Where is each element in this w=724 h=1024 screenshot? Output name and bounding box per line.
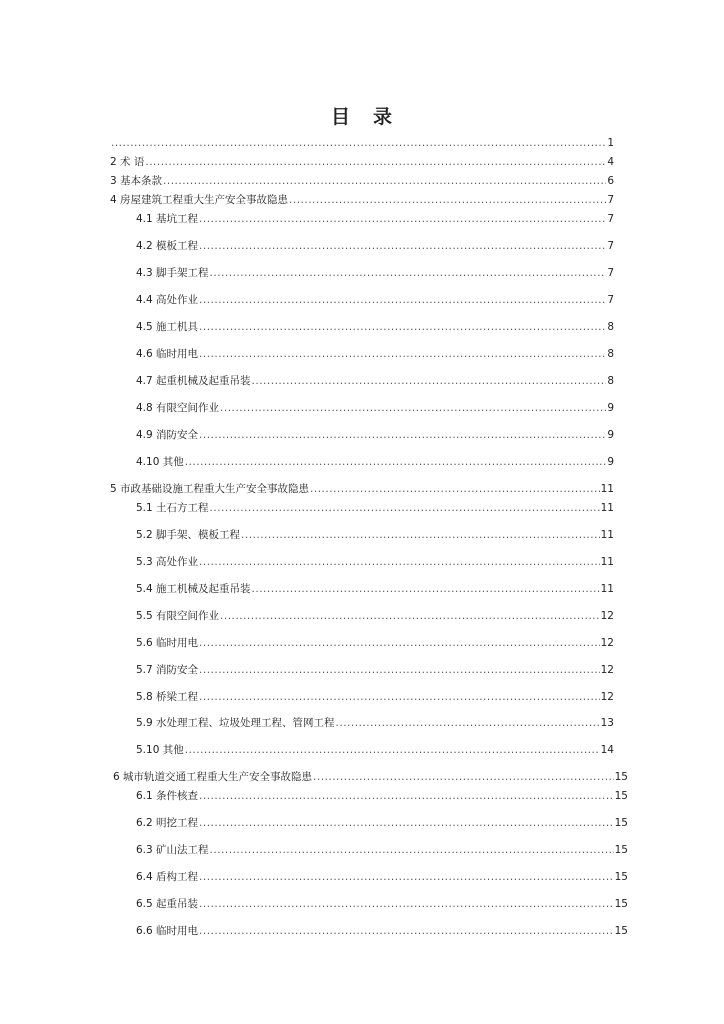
toc-entry-page: 15 — [614, 790, 628, 802]
toc-leader — [199, 212, 606, 226]
toc-leader — [185, 455, 607, 469]
toc-leader — [199, 555, 600, 569]
toc-entry-label: 2 术 语 — [110, 156, 145, 168]
toc-entry[interactable] — [136, 555, 614, 569]
toc-entry-label: 4.6 临时用电 — [136, 348, 199, 360]
toc-entry-page: 15 — [614, 844, 628, 856]
toc-entry[interactable] — [136, 266, 614, 280]
toc-entry-label: 5.10 其他 — [136, 744, 184, 756]
toc-entry[interactable] — [136, 528, 614, 542]
toc-leader — [241, 528, 600, 542]
toc-entry-label: 5.4 施工机械及起重吊装 — [136, 583, 251, 595]
toc-entry-page: 6 — [607, 175, 614, 187]
toc-entry-page: 11 — [600, 583, 614, 595]
toc-leader — [199, 870, 614, 884]
toc-leader — [220, 609, 600, 623]
toc-entry-page: 7 — [607, 267, 614, 279]
toc-leader — [210, 266, 607, 280]
toc-leader — [252, 374, 607, 388]
toc-entry[interactable] — [110, 482, 614, 496]
toc-entry-label: 4.2 模板工程 — [136, 240, 199, 252]
toc-entry-label: 5.3 高处作业 — [136, 556, 199, 568]
toc-entry-page: 11 — [600, 556, 614, 568]
toc-entry-page: 15 — [614, 817, 628, 829]
toc-leader — [210, 501, 600, 515]
toc-entry-page: 7 — [607, 240, 614, 252]
toc-entry-page: 8 — [607, 375, 614, 387]
title-part-2: 录 — [373, 106, 394, 128]
toc-entry[interactable] — [136, 636, 614, 650]
toc-entry-label: 5.7 消防安全 — [136, 664, 199, 676]
toc-entry-page: 7 — [607, 294, 614, 306]
toc-entry[interactable] — [136, 212, 614, 226]
toc-leader — [199, 239, 606, 253]
toc-entry-label: 5.1 土石方工程 — [136, 502, 209, 514]
toc-leader — [199, 293, 606, 307]
toc-entry-page: 14 — [600, 744, 614, 756]
toc-entry[interactable] — [136, 428, 614, 442]
toc-leader — [145, 155, 606, 169]
toc-leader — [199, 897, 614, 911]
toc-entry-page: 11 — [600, 502, 614, 514]
toc-entry[interactable] — [136, 582, 614, 596]
toc-entry-page: 1 — [607, 137, 614, 149]
toc-entry-label: 6.1 条件核查 — [136, 790, 199, 802]
toc-entry[interactable] — [110, 155, 614, 169]
toc-entry[interactable] — [110, 174, 614, 188]
toc-entry-label: 6.5 起重吊装 — [136, 898, 199, 910]
toc-entry-label: 5.9 水处理工程、垃圾处理工程、管网工程 — [136, 717, 335, 729]
toc-leader — [336, 716, 600, 730]
toc-entry-label: 4.5 施工机具 — [136, 321, 199, 333]
toc-entry[interactable] — [136, 870, 628, 884]
toc-entry-page: 9 — [607, 456, 614, 468]
toc-entry-page: 11 — [600, 529, 614, 541]
toc-entry-label: 4.10 其他 — [136, 456, 184, 468]
toc-leader — [220, 401, 606, 415]
toc-entry-page: 12 — [600, 691, 614, 703]
toc-entry[interactable] — [136, 743, 614, 757]
toc-entry-page: 15 — [614, 871, 628, 883]
toc-entry-label: 5 市政基础设施工程重大生产安全事故隐患 — [110, 483, 310, 495]
toc-entry-label: 4.9 消防安全 — [136, 429, 199, 441]
toc-entry-page: 12 — [600, 637, 614, 649]
toc-entry[interactable] — [136, 401, 614, 415]
toc-entry-page: 12 — [600, 610, 614, 622]
toc-entry[interactable] — [136, 924, 628, 938]
toc-entry-label: 5.2 脚手架、模板工程 — [136, 529, 241, 541]
toc-entry[interactable] — [136, 293, 614, 307]
toc-leader — [252, 582, 600, 596]
toc-entry-label: 6.4 盾构工程 — [136, 871, 199, 883]
toc-entry-label: 4.3 脚手架工程 — [136, 267, 209, 279]
toc-entry-label: 5.5 有限空间作业 — [136, 610, 220, 622]
toc-entry[interactable] — [113, 770, 628, 784]
toc-entry-label: 4.8 有限空间作业 — [136, 402, 220, 414]
toc-entry[interactable] — [136, 897, 628, 911]
toc-entry-label: 6 城市轨道交通工程重大生产安全事故隐患 — [113, 771, 313, 783]
toc-entry-page: 7 — [607, 213, 614, 225]
toc-entry[interactable] — [136, 663, 614, 677]
toc-leader — [185, 743, 600, 757]
toc-entry-page: 11 — [600, 483, 614, 495]
toc-entry[interactable] — [136, 816, 628, 830]
toc-entry-page: 15 — [614, 898, 628, 910]
toc-entry[interactable] — [136, 690, 614, 704]
toc-leader — [310, 482, 600, 496]
toc-entry[interactable] — [110, 193, 614, 207]
toc-entry[interactable] — [136, 789, 628, 803]
toc-entry-label: 4.7 起重机械及起重吊装 — [136, 375, 251, 387]
toc-entry[interactable] — [136, 609, 614, 623]
toc-leader — [199, 663, 600, 677]
toc-entry[interactable] — [136, 843, 628, 857]
toc-entry-page: 4 — [607, 156, 614, 168]
toc-leader — [313, 770, 614, 784]
toc-entry-label: 6.2 明挖工程 — [136, 817, 199, 829]
toc-leader — [163, 174, 606, 188]
toc-leader — [199, 320, 606, 334]
toc-leader — [199, 636, 600, 650]
toc-leader — [210, 843, 614, 857]
toc-entry-page: 7 — [607, 194, 614, 206]
page-title — [0, 102, 724, 129]
toc-entry-label: 6.6 临时用电 — [136, 925, 199, 937]
toc-leader — [199, 924, 614, 938]
toc-entry-label: 6.3 矿山法工程 — [136, 844, 209, 856]
toc-entry-page: 8 — [607, 348, 614, 360]
toc-entry-page: 15 — [614, 925, 628, 937]
toc-entry-page: 15 — [614, 771, 628, 783]
toc-entry-label: 4.1 基坑工程 — [136, 213, 199, 225]
toc-entry-page: 8 — [607, 321, 614, 333]
toc-entry-label: 4.4 高处作业 — [136, 294, 199, 306]
toc-entry-label: 5.6 临时用电 — [136, 637, 199, 649]
toc-entry[interactable] — [136, 501, 614, 515]
toc-leader — [289, 193, 606, 207]
title-part-1: 目 — [330, 106, 351, 128]
toc-entry[interactable] — [136, 239, 614, 253]
toc-entry[interactable] — [136, 347, 614, 361]
toc-entry-page: 13 — [600, 717, 614, 729]
toc-leader — [199, 816, 614, 830]
toc-entry[interactable] — [136, 374, 614, 388]
toc-leader — [199, 347, 606, 361]
toc-entry[interactable] — [136, 455, 614, 469]
toc-leader — [199, 428, 606, 442]
toc-entry-page: 9 — [607, 402, 614, 414]
toc-leader — [111, 136, 606, 150]
toc-leader — [199, 690, 600, 704]
toc-entry-page: 12 — [600, 664, 614, 676]
toc-entry[interactable] — [136, 716, 614, 730]
toc-entry-label: 3 基本条款 — [110, 175, 163, 187]
toc-leader — [199, 789, 614, 803]
toc-entry-label: 5.8 桥梁工程 — [136, 691, 199, 703]
toc-entry[interactable] — [110, 136, 614, 150]
toc-entry[interactable] — [136, 320, 614, 334]
toc-entry-page: 9 — [607, 429, 614, 441]
toc-entry-label: 4 房屋建筑工程重大生产安全事故隐患 — [110, 194, 289, 206]
